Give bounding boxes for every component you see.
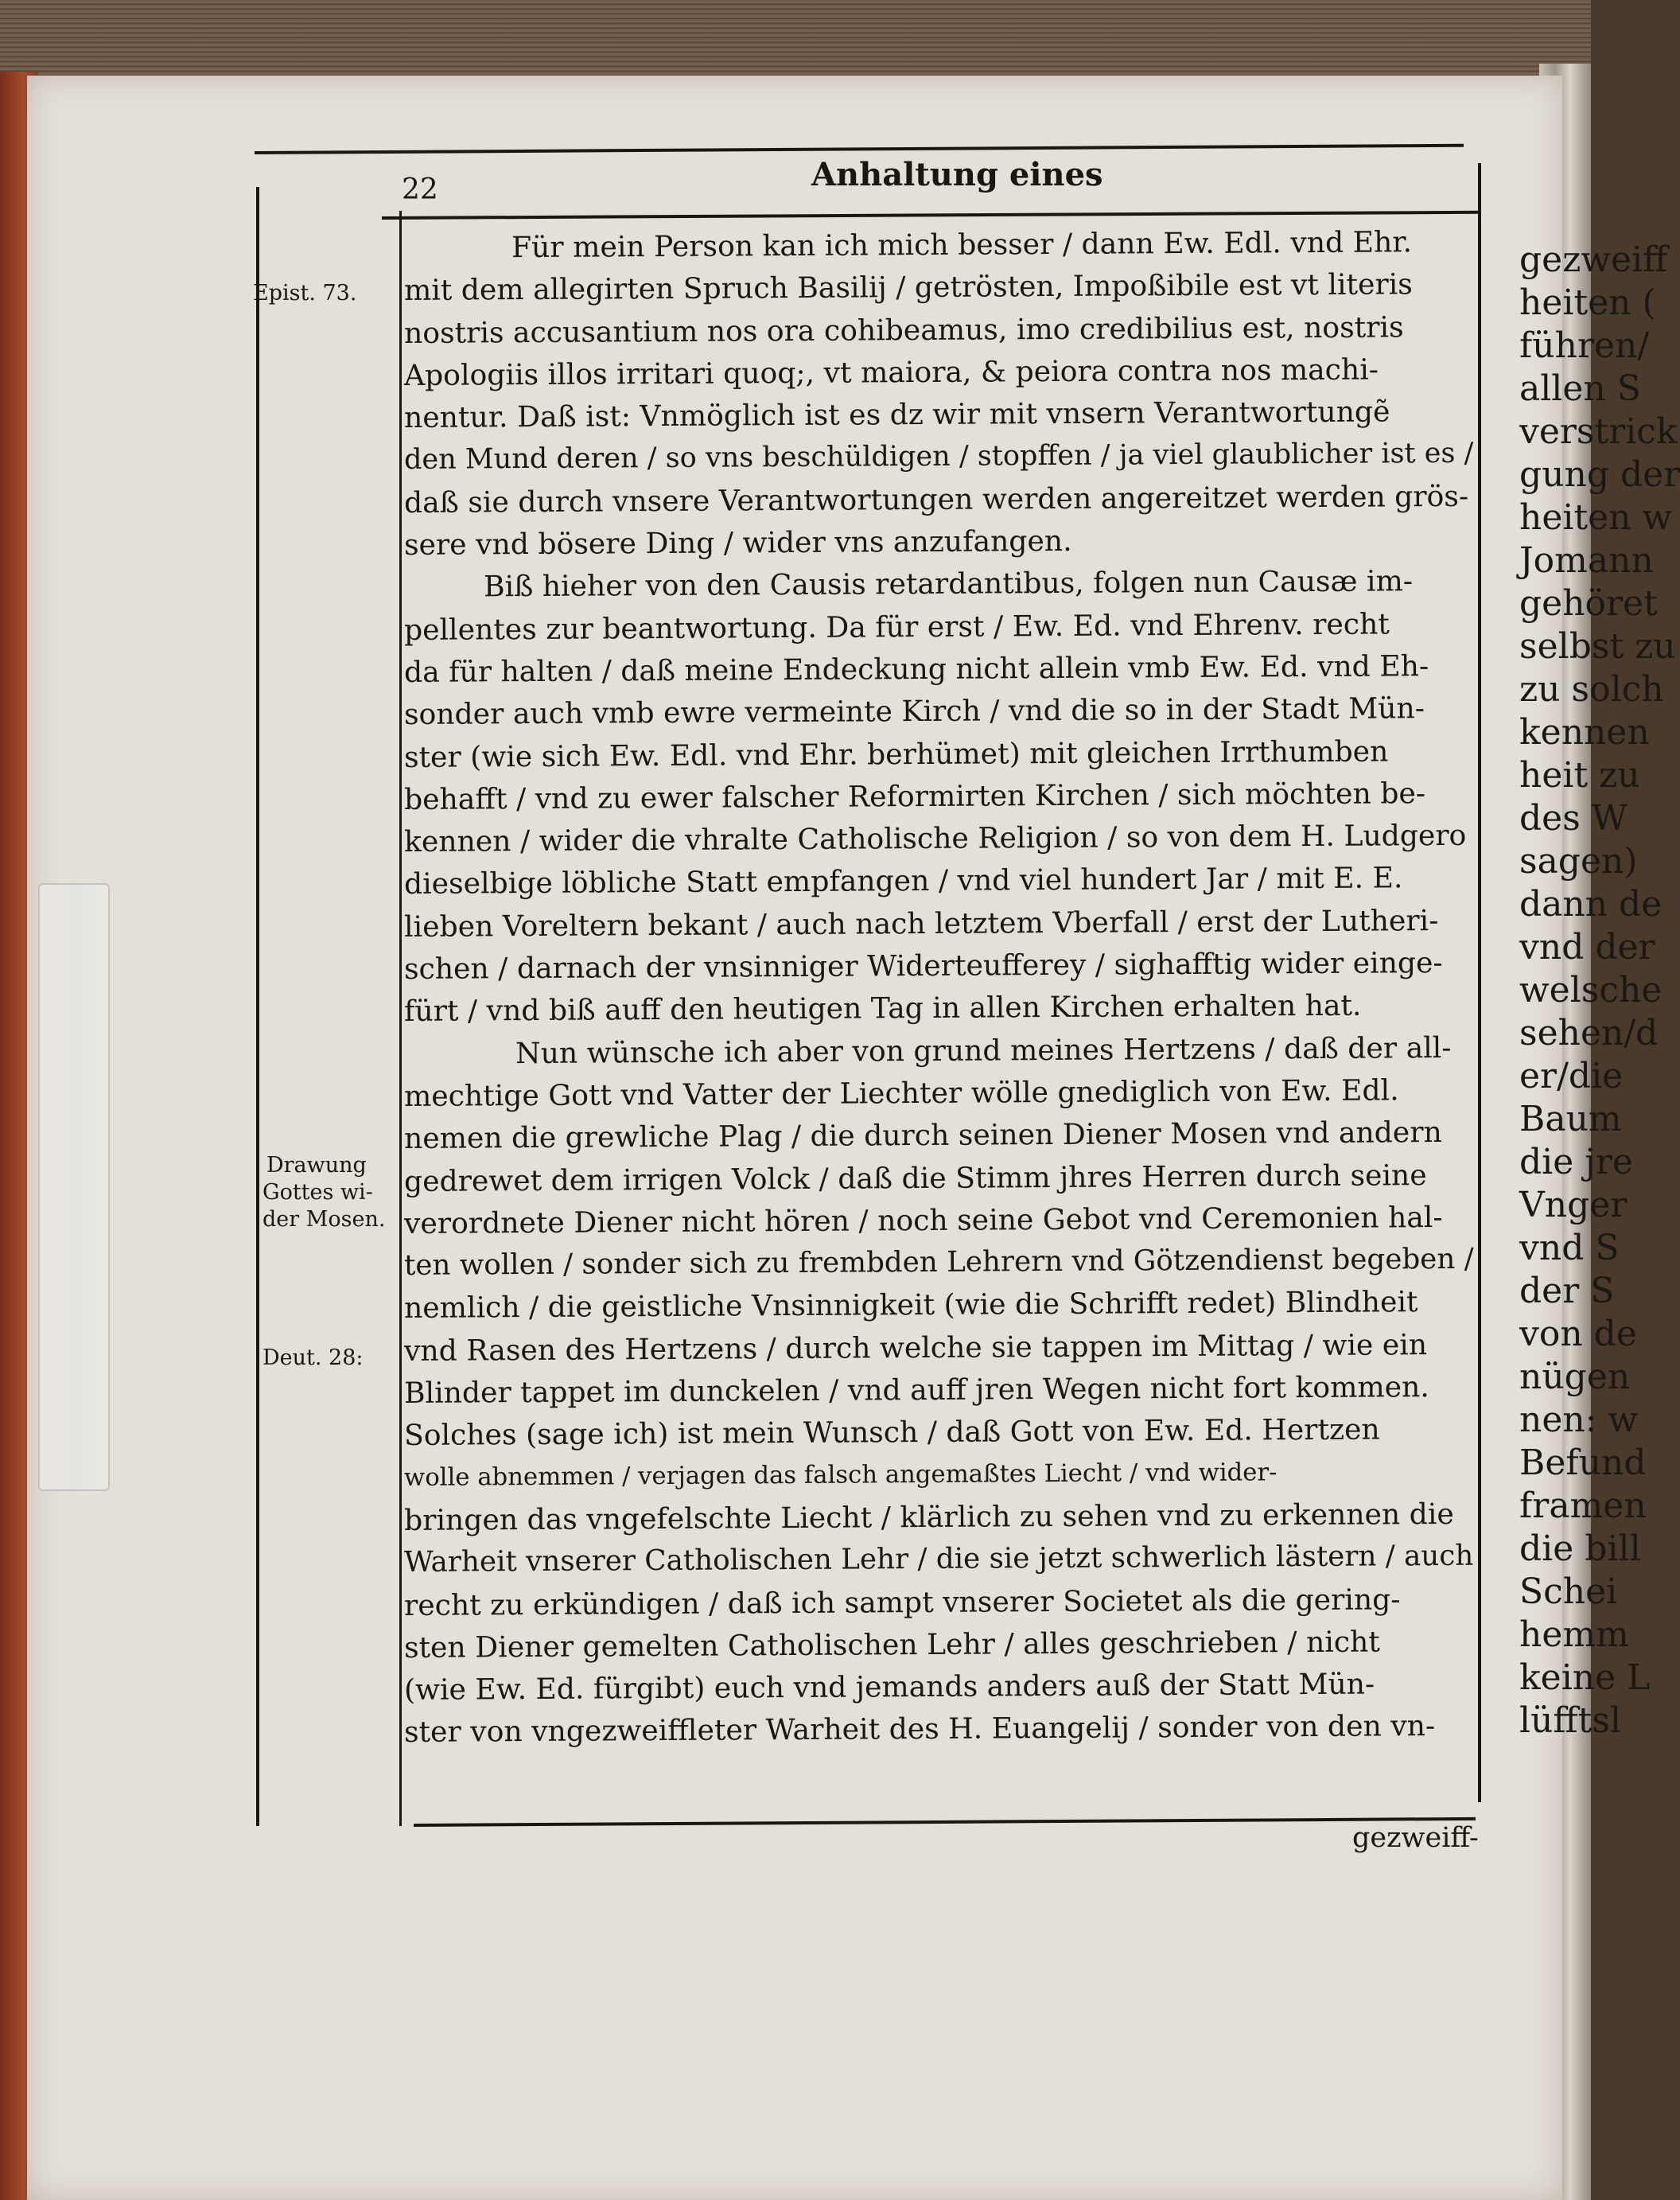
next-page-line: heiten w <box>1519 497 1673 538</box>
catchword: gezweiff- <box>1352 1822 1479 1854</box>
text-line: nemlich / die geistliche Vnsinnigkeit (wie die Schrifft redet) Blindheit <box>403 1284 1418 1326</box>
next-page-line: framen <box>1519 1485 1647 1526</box>
frame-rule-gutter <box>399 211 402 1826</box>
next-page-line: lüfftsl <box>1519 1700 1622 1741</box>
next-page-line: Befund <box>1519 1443 1647 1483</box>
text-line: fürt / vnd biß auff den heutigen Tag in allen Kirchen erhalten hat. <box>403 987 1362 1029</box>
next-page-line: welsche <box>1519 970 1662 1010</box>
margin-note-deut: Deut. 28: <box>262 1345 364 1370</box>
next-page-line: selbst zu <box>1519 626 1676 667</box>
next-page-line: keine L <box>1519 1657 1651 1698</box>
next-page-line: Jomann <box>1519 540 1654 581</box>
text-line: da für halten / daß meine Endeckung nicht allein vmb Ew. Ed. vnd Eh- <box>403 648 1429 689</box>
next-page-line: gung der <box>1519 454 1680 495</box>
text-line: nentur. Daß ist: Vnmöglich ist es dz wir mit vnsern Verantwortungẽ <box>403 394 1390 435</box>
text-line: dieselbige löbliche Statt empfangen / vnd viel hundert Jar / mit E. E. <box>403 860 1403 901</box>
text-line: Nun wünsche ich aber von grund meines Hertzens / daß der all- <box>515 1030 1452 1070</box>
frame-rule-left <box>256 187 259 1826</box>
margin-note-drawung-2: Gottes wi- <box>262 1180 373 1205</box>
next-page-fragment <box>1519 239 1680 1902</box>
text-line: Für mein Person kan ich mich besser / dann Ew. Edl. vnd Ehr. <box>511 224 1413 265</box>
text-line: mit dem allegirten Spruch Basilij / getrösten, Impoßibile est vt literis <box>403 267 1413 308</box>
text-line: Blinder tappet im dunckelen / vnd auff jren Wegen nicht fort kommen. <box>403 1369 1429 1411</box>
text-line: (wie Ew. Ed. fürgibt) euch vnd jemands anders auß der Statt Mün- <box>403 1666 1375 1707</box>
text-line: Solches (sage ich) ist mein Wunsch / daß Gott von Ew. Ed. Hertzen <box>403 1412 1380 1453</box>
body-text <box>403 224 1484 1754</box>
transparent-clip <box>38 883 110 1491</box>
margin-note-epist: Epist. 73. <box>253 281 357 306</box>
text-line: ster (wie sich Ew. Edl. vnd Ehr. berhümet) mit gleichen Irrthumben <box>403 734 1389 774</box>
text-line: ten wollen / sonder sich zu frembden Lehrern vnd Götzendienst begeben / <box>403 1242 1474 1283</box>
next-page-line: die bill <box>1519 1528 1641 1569</box>
running-head: Anhaltung eines <box>811 156 1103 193</box>
text-line: daß sie durch vnsere Verantwortungen werden angereitzet werden grös- <box>403 478 1469 520</box>
next-page-line: gezweiff <box>1519 239 1668 280</box>
next-page-line: sagen) <box>1519 841 1638 882</box>
text-line: sere vnd bösere Ding / wider vns anzufangen. <box>403 523 1072 563</box>
text-line: nemen die grewliche Plag / die durch seinen Diener Mosen vnd andern <box>403 1115 1442 1156</box>
next-page-line: von de <box>1519 1314 1637 1354</box>
next-page-line: er/die <box>1519 1056 1624 1096</box>
next-page-line: Baum <box>1519 1099 1622 1139</box>
next-page-line: vnd S <box>1519 1228 1620 1268</box>
text-line: sonder auch vmb ewre vermeinte Kirch / vnd die so in der Stadt Mün- <box>403 691 1425 732</box>
text-line: nostris accusantium nos ora cohibeamus, imo credibilius est, nostris <box>403 309 1404 350</box>
text-line: sten Diener gemelten Catholischen Lehr / alles geschrieben / nicht <box>403 1624 1381 1665</box>
text-line: recht zu erkündigen / daß ich sampt vnserer Societet als die gering- <box>403 1581 1401 1622</box>
text-line: kennen / wider die vhralte Catholische Religion / so von dem H. Ludgero <box>403 817 1467 859</box>
text-line: schen / darnach der vnsinniger Widerteufferey / sighafftig wider einge- <box>403 945 1443 987</box>
text-line: Apologiis illos irritari quoq;, vt maiora, & peiora contra nos machi- <box>403 352 1379 392</box>
next-page-line: kennen <box>1519 712 1650 753</box>
text-line: vnd Rasen des Hertzens / durch welche sie tappen im Mittag / wie ein <box>403 1326 1428 1368</box>
text-line: Biß hieher von den Causis retardantibus, folgen nun Causæ im- <box>483 563 1414 604</box>
text-line: behafft / vnd zu ewer falscher Reformirten Kirchen / sich möchten be- <box>403 776 1426 816</box>
next-page-line: des W <box>1519 798 1628 839</box>
next-page-line: dann de <box>1519 884 1662 925</box>
next-page-line: Vnger <box>1519 1185 1628 1225</box>
text-line: pellentes zur beantwortung. Da für erst / Ew. Ed. vnd Ehrenv. recht <box>403 606 1390 647</box>
page-edges-top <box>0 0 1591 88</box>
text-line: wolle abnemmen / verjagen das falsch angemaßtes Liecht / vnd wider- <box>403 1458 1278 1492</box>
next-page-line: nügen <box>1519 1357 1631 1397</box>
margin-note-drawung-3: der Mosen. <box>262 1207 386 1232</box>
next-page-line: verstrick <box>1519 411 1678 452</box>
next-page-line: zu solch <box>1519 669 1664 710</box>
text-line: verordnete Diener nicht hören / noch seine Gebot vnd Ceremonien hal- <box>403 1199 1443 1240</box>
text-line: den Mund deren / so vns beschüldigen / stopffen / ja viel glaublicher ist es / <box>403 437 1474 477</box>
text-line: bringen das vngefelschte Liecht / klärlich zu sehen vnd zu erkennen die <box>403 1496 1454 1537</box>
next-page-line: sehen/d <box>1519 1013 1659 1053</box>
next-page-line: heiten ( <box>1519 282 1656 323</box>
next-page-line: nen: w <box>1519 1400 1639 1440</box>
text-line: ster von vngezweiffleter Warheit des H. Euangelij / sonder von den vn- <box>403 1708 1436 1750</box>
next-page-line: Schei <box>1519 1571 1618 1612</box>
text-line: gedrewet dem irrigen Volck / daß die Stimm jhres Herren durch seine <box>403 1157 1427 1198</box>
next-page-line: vnd der <box>1519 927 1655 968</box>
next-page-line: die jre <box>1519 1142 1633 1182</box>
text-line: lieben Voreltern bekant / auch nach letztem Vberfall / erst der Lutheri- <box>403 902 1439 944</box>
next-page-line: allen S <box>1519 368 1641 409</box>
next-page-line: hemm <box>1519 1614 1629 1655</box>
next-page-line: führen/ <box>1519 325 1650 366</box>
margin-note-drawung-1: Drawung <box>266 1153 367 1178</box>
next-page-line: heit zu <box>1519 755 1640 796</box>
page-number: 22 <box>402 173 438 206</box>
next-page-line: der S <box>1519 1271 1615 1311</box>
text-line: mechtige Gott vnd Vatter der Liechter wölle gnediglich von Ew. Edl. <box>403 1073 1399 1113</box>
next-page-line: gehöret <box>1519 583 1658 624</box>
text-line: Warheit vnserer Catholischen Lehr / die sie jetzt schwerlich lästern / auch <box>403 1539 1474 1579</box>
